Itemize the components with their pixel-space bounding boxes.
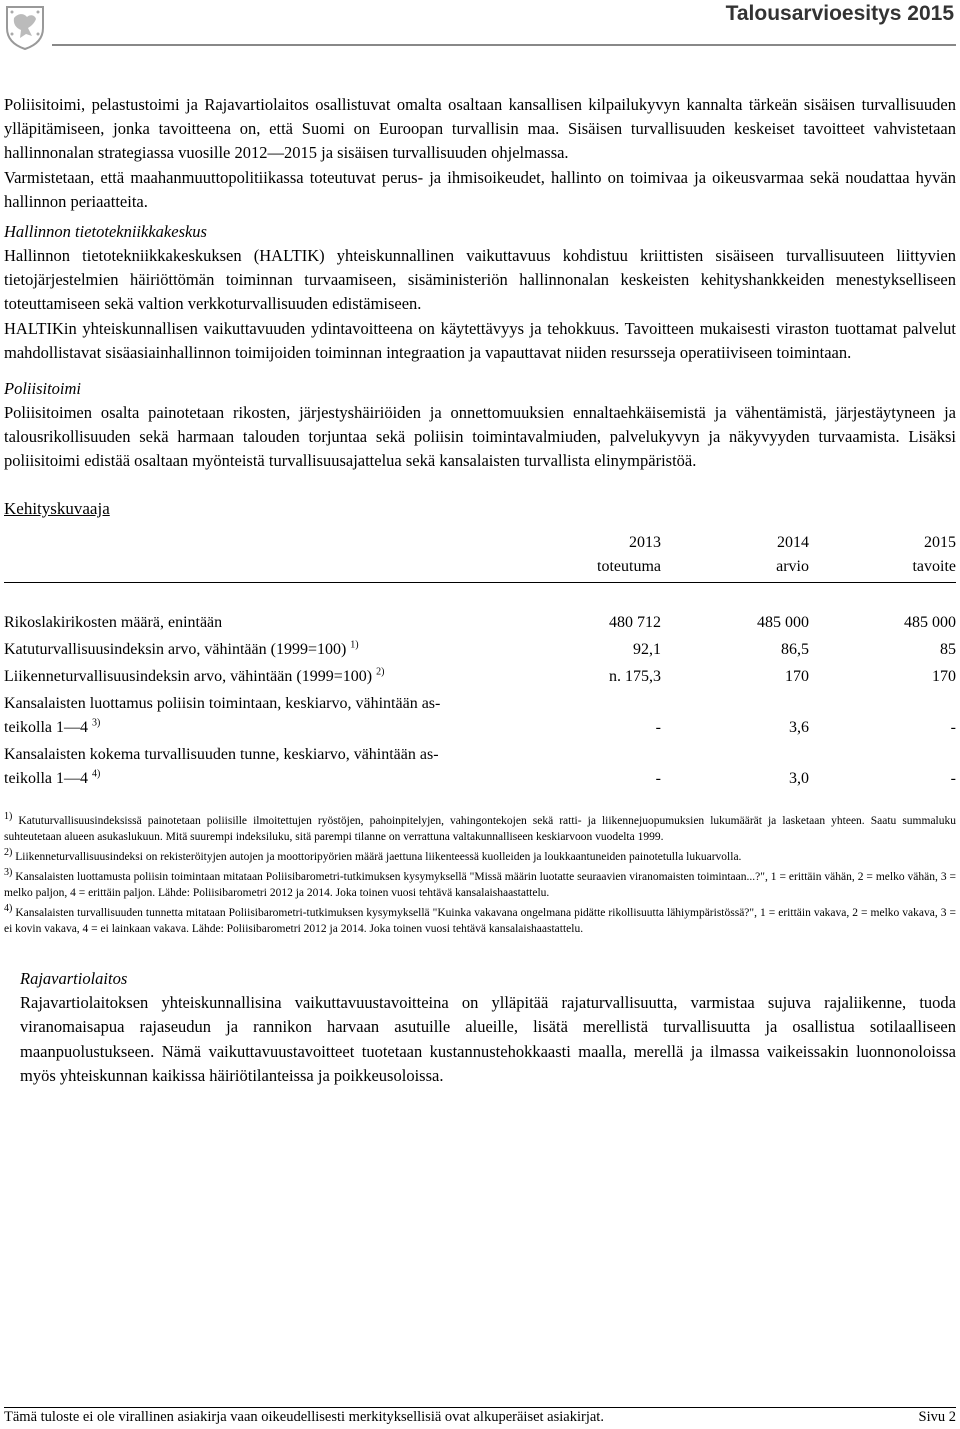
cell-value: 170 [932,668,956,686]
cell-value: 92,1 [633,641,661,659]
page-number: Sivu 2 [918,1409,956,1425]
cell-value: n. 175,3 [609,668,661,686]
column-header-label: arvio [776,557,809,575]
header-divider [52,44,956,46]
table-row [4,689,956,740]
haltik-paragraph: HALTIKin yhteiskunnallisen vaikuttavuuden ydintavoitteena on käytettävyys ja tehokkuus. Tavoitteen mukaisesti viraston tuottamat palvelut mahdollistavat sisäasiainhallinnon toimijoiden toiminnan integraation ja vapauttavat niiden resursseja operatiiviseen toimintaan. [4,318,956,362]
footnote-ref: 3) [91,717,101,729]
table-row [4,608,956,635]
column-header-label: toteutuma [597,557,661,575]
kpi-table [4,531,956,792]
footnotes [4,813,956,937]
footer-disclaimer: Tämä tuloste ei ole virallinen asiakirja vaan oikeudellisesti merkityksellisiä ovat alkuperäiset asiakirjat. [4,1409,604,1425]
poliisi-paragraph: Poliisitoimen osalta painotetaan rikosten, järjestyshäiriöiden ja onnettomuuksien ennaltaehkäisemistä ja vähentämistä, järjestäytyneen ja talousrikollisuuden sekä harmaan talouden torjuntaa sekä poliisin toimintavalmiuden, palvelukyvyn ja näkyvyyden turvaamista. Lisäksi poliisitoimi edistää osaltaan myönteistä turvallisuusajattelua sekä kansalaisten turvallista elinympäristöä. [4,403,956,471]
cell-value: 3,6 [789,719,809,737]
cell-value: - [655,770,661,788]
table-row [4,662,956,689]
page-footer [4,1409,956,1426]
footnote-ref: 2) [376,666,385,678]
row-label: Kansalaisten kokema turvallisuuden tunne, keskiarvo, vähintään as- teikolla 1—4 $^{4)}$ [4,746,439,788]
footer-divider [4,1407,956,1408]
page-content [4,93,956,1088]
coat-of-arms-logo [4,4,46,50]
cell-value: 3,0 [789,770,809,788]
cell-value: 485 000 [904,614,956,632]
table-row [4,740,956,791]
cell-value: 170 [785,668,809,686]
row-label: Rikoslakirikosten määrä, enintään [4,614,223,632]
raja-section [4,967,956,1088]
footnote: $^{2)}$ Liikenneturvallisuusindeksi on rekisteröityjen autojen ja moottoripyörien määrä jaettuna liikenteessä kuolleiden ja loukkaantuneiden painotetulla lukuarvolla. [4,847,742,864]
footnote-ref: 4) [91,768,101,780]
cell-value: 86,5 [781,641,809,659]
row-label: Katuturvallisuusindeksin arvo, vähintään (1999=100) $^{1)}$ [4,639,359,659]
column-header-year: 2013 [629,533,661,551]
section-heading-raja: Rajavartiolaitos [20,969,128,989]
row-label: Liikenneturvallisuusindeksin arvo, vähintään (1999=100) $^{2)}$ [4,666,385,686]
footnote: $^{1)}$ Katuturvallisuusindeksissä painotetaan poliisille ilmoitettujen ryöstöjen, pahoinpitelyjen, vahingontekojen sekä ratti- ja liikennejuopumuksien lukumäärät ja lasketaan yhteen. Saatu summaluku suhteutetaan alueen asukaslukuun. Mitä suurempi indeksiluku, sitä parempi tilanne on verrattuna valtakunnalliseen keskiarvoon vuodelta 1999. [4,811,956,844]
haltik-paragraph: Hallinnon tietotekniikkakeskuksen (HALTIK) yhteiskunnallinen vaikuttavuus kohdistuu kriittisten sisäiseen turvallisuuteen liittyvien tietojärjestelmien häiriöttömän toiminnan turvaamiseen, sisäministeriön hallinnonalan keskeisten kehityshankkeiden menestykselliseen toteuttamiseen sekä valtion verkkoturvallisuuden edistämiseen. [4,246,956,314]
section-heading-poliisi: Poliisitoimi [4,379,82,399]
cell-value: 485 000 [757,614,809,632]
table-header-row [4,531,956,555]
cell-value: 85 [940,641,956,659]
table-row [4,635,956,662]
cell-value: 480 712 [609,614,661,632]
footnote-ref: 1) [350,639,359,651]
section-heading-haltik: Hallinnon tietotekniikkakeskus [4,222,207,242]
column-header-label: tavoite [912,557,956,575]
intro-paragraph: Varmistetaan, että maahanmuuttopolitiikassa toteutuvat perus- ja ihmisoikeudet, hallinto on toimivaa ja oikeusvarmaa sekä noudattaa hyvän hallinnon periaatteita. [4,167,956,211]
column-header-year: 2014 [777,533,809,551]
column-header-year: 2015 [924,533,956,551]
cell-value: - [950,770,956,788]
document-header-title: Talousarvioesitys 2015 [725,2,954,25]
footnote: $^{4)}$ Kansalaisten turvallisuuden tunnetta mitataan Poliisibarometri-tutkimuksen kysymyksellä "Kuinka vakavana ongelmana pidätte rikollisuutta lähiympäristössä?", 1 = erittäin vakava, 2 = melko vakava, 3 = ei kovin vakava, 4 = ei lainkaan vakava. Lähde: Poliisibarometri 2012 ja 2014. Joka toinen vuosi tehtävä kansalaishaastattelu. [4,903,956,936]
intro-paragraph: Poliisitoimi, pelastustoimi ja Rajavartiolaitos osallistuvat omalta osaltaan kansallisen kilpailukyvyn kannalta tärkeän sisäisen turvallisuuden ylläpitämiseen, jonka tavoitteena on, että Suomi on Euroopan turvallisin maa. Sisäisen turvallisuuden keskeiset tavoitteet vahvistetaan hallinnonalan strategiassa vuosille 2012—2015 ja sisäisen turvallisuuden ohjelmassa. [4,95,956,163]
cell-value: - [655,719,661,737]
raja-paragraph: Rajavartiolaitoksen yhteiskunnallisina vaikuttavuustavoitteina on ylläpitää rajaturvallisuutta, varmistaa sujuva rajaliikenne, tuoda viranomaisapua rajaseudun ja rannikon harvaan asutuille alueille, lisätä merellistä turvallisuutta ja osallistua sotilaalliseen maanpuolustukseen. Nämä vaikuttavuustavoitteet tuotetaan kustannustehokkaasti maalla, merellä ja ilmassa vaikeissakin luonnonoloissa myös yhteiskunnan kaikissa häiriötilanteissa ja poikkeusoloissa. [20,993,956,1085]
table-header-row [4,555,956,583]
footnote: $^{3)}$ Kansalaisten luottamusta poliisin toimintaan mitataan Poliisibarometri-tutkimuksen kysymyksellä "Missä määrin luotatte seuraavien viranomaisten toimintaan...?", 1 = erittäin vähän, 2 = melko vähän, 3 = melko paljon, 4 = erittäin paljon. Lähde: Poliisibarometri 2012 ja 2014. Joka toinen vuosi tehtävä kansalaishaastattelu. [4,867,956,900]
row-label: Kansalaisten luottamus poliisin toimintaan, keskiarvo, vähintään as- teikolla 1—4 $^{3)}$ [4,695,441,737]
kehityskuvaaja-title: Kehityskuvaaja [4,498,110,518]
cell-value: - [950,719,956,737]
